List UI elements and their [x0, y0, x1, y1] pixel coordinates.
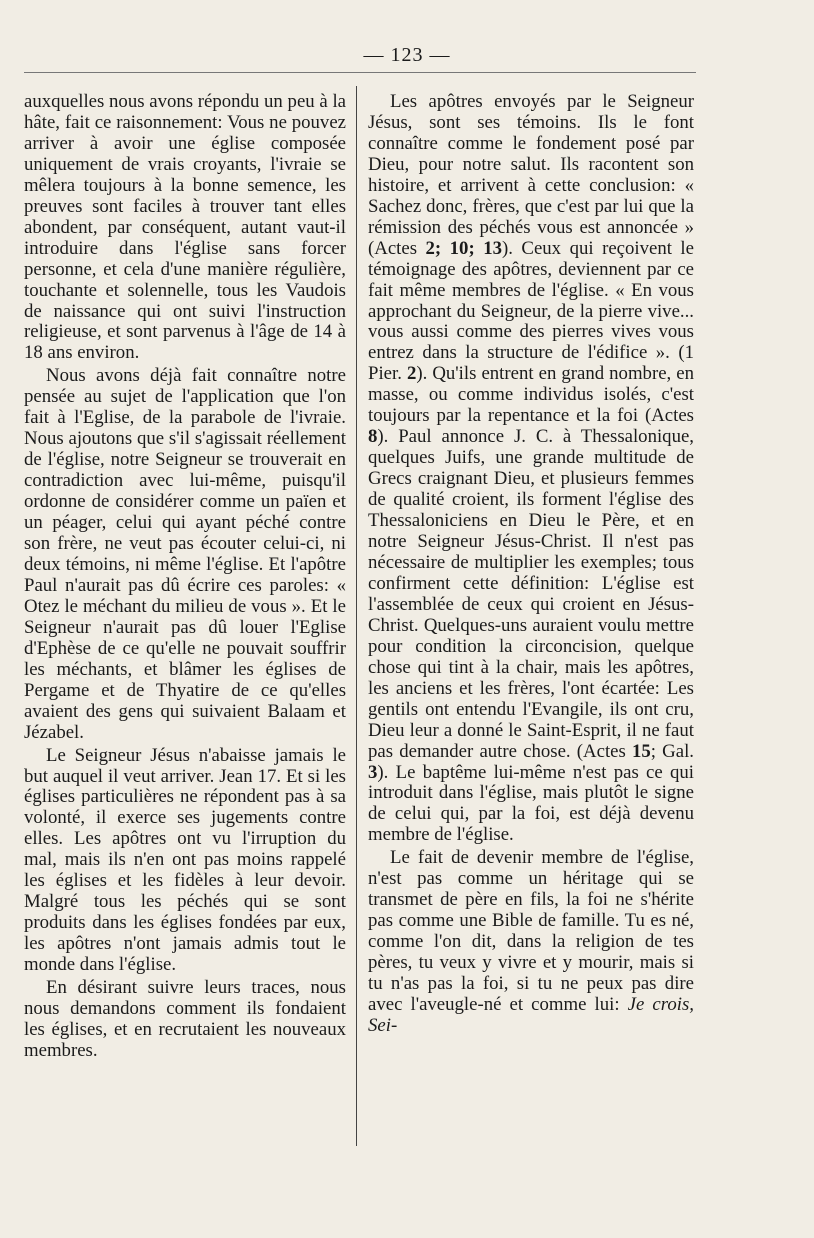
text-run: ). Le baptême lui-même n'est pas ce qui introduit dans l'église, mais plutôt le signe de celui qui, par la foi, est déjà devenu membre de l'église.: [368, 761, 694, 846]
right-paragraph-2: [368, 848, 694, 1037]
bible-reference: 2; 10; 13: [425, 237, 502, 259]
page-number: — 123 —: [363, 44, 451, 66]
text-run: Les apôtres envoyés par le Seigneur Jésus, sont ses témoins. Ils le font connaître comme le fondement posé par Dieu, pour notre salut. Ils racontent son histoire, et arrivent à cette conclusion: « Sachez donc, frères, que c'est par lui que la rémission des péchés vous est annoncée » (Actes: [368, 91, 694, 259]
text-run: ; Gal.: [650, 740, 694, 762]
bible-reference: 2: [406, 363, 417, 385]
column-divider: [356, 86, 357, 1146]
bible-reference: 8: [368, 426, 378, 448]
left-paragraph-1: auxquelles nous avons répondu un peu à la hâte, fait ce raisonnement: Vous ne pouvez arriver à avoir une église composée uniquement de vrais croyants, l'ivraie se mêlera toujours à la bonne semence, les preuves sont faciles à trouver tant elles abondent, par conséquent, autant vaut-il introduire dans l'église sans forcer personne, et cela d'une manière régulière, touchante et solennelle, tous les Vaudois de naissance qui ont suivi l'instruction religieuse, et sont parvenus à l'âge de 14 à 18 ans environ.: [24, 91, 346, 364]
right-paragraph-1: [368, 92, 694, 846]
right-column: [368, 92, 694, 1037]
header-rule: [24, 72, 696, 73]
left-paragraph-2: Nous avons déjà fait connaître notre pensée au sujet de l'application que l'on fait à l'Eglise, de la parabole de l'ivraie. Nous ajoutons que s'il s'agissait réellement de l'église, notre Seigneur se trouverait en contradiction avec lui-même, puisqu'il ordonne de considérer comme un païen et un péager, celui qui ayant péché contre son frère, ne veut pas écouter celui-ci, ni deux témoins, ni même l'église. Et l'apôtre Paul n'aurait pas dû écrire ces paroles: « Otez le méchant du milieu de vous ». Et le Seigneur n'aurait pas dû louer l'Eglise d'Ephèse de ce qu'elle ne pouvait souffrir les méchants, et blâmer les églises de Pergame et de Thyatire de ce qu'elles avaient des gens qui suivaient Balaam et Jézabel.: [24, 365, 346, 743]
text-run: ). Qu'ils entrent en grand nombre, en masse, ou comme individus isolés, c'est toujours par la repentance et la foi (Actes: [368, 363, 694, 427]
bible-reference: 3: [368, 761, 378, 783]
left-paragraph-4: En désirant suivre leurs traces, nous nous demandons comment ils fondaient les églises, et en recrutaient les nouveaux membres.: [24, 977, 346, 1061]
left-column: [24, 92, 346, 1062]
text-run: Le fait de devenir membre de l'église, n'est pas comme un héritage qui se transmet de père en fils, la foi ne s'hérite pas comme une Bible de famille. Tu es né, comme l'on dit, dans la religion de tes pères, tu veux y vivre et y mourir, mais si tu n'as pas la foi, si tu ne peux pas dire avec l'aveugle-né et comme lui:: [368, 847, 694, 1015]
left-paragraph-3: Le Seigneur Jésus n'abaisse jamais le but auquel il veut arriver. Jean 17. Et si les églises particulières ne répondent pas à sa volonté, il exerce ses jugements contre elles. Les apôtres ont vu l'irruption du mal, mais ils n'en ont pas moins rappelé les églises et les fidèles à leur devoir. Malgré tous les péchés qui se sont produits dans les églises fondées par eux, les apôtres n'ont jamais admis tout le monde dans l'église.: [24, 744, 346, 976]
text-run: ). Paul annonce J. C. à Thessalonique, quelques Juifs, une grande multitude de Grecs craignant Dieu, et plusieurs femmes de qualité croient, ils forment l'église des Thessaloniciens en Dieu le Père, et en notre Seigneur Jésus-Christ. Il n'est pas nécessaire de multiplier les exemples; tous confirment cette définition: L'église est l'assemblée de ceux qui croient en Jésus-Christ. Quelques-uns auraient voulu mettre pour condition la circoncision, quelque chose qui tint à la chair, mais les apôtres, les anciens et les frères, l'ont écartée: Les gentils ont entendu l'Evangile, ils ont cru, Dieu leur a donné le Saint-Esprit, il ne faut pas demander autre chose. (Actes: [368, 426, 694, 762]
bible-reference: 15: [632, 740, 651, 762]
text-run: ). Ceux qui reçoivent le témoignage des apôtres, deviennent par ce fait même membres de l'église. « En vous approchant du Seigneur, de la pierre vive... vous aussi comme des pierres vives vous entrez dans la structure de l'édifice ». (1 Pier.: [368, 237, 694, 385]
italic-quote: Je crois, Sei-: [368, 993, 694, 1036]
